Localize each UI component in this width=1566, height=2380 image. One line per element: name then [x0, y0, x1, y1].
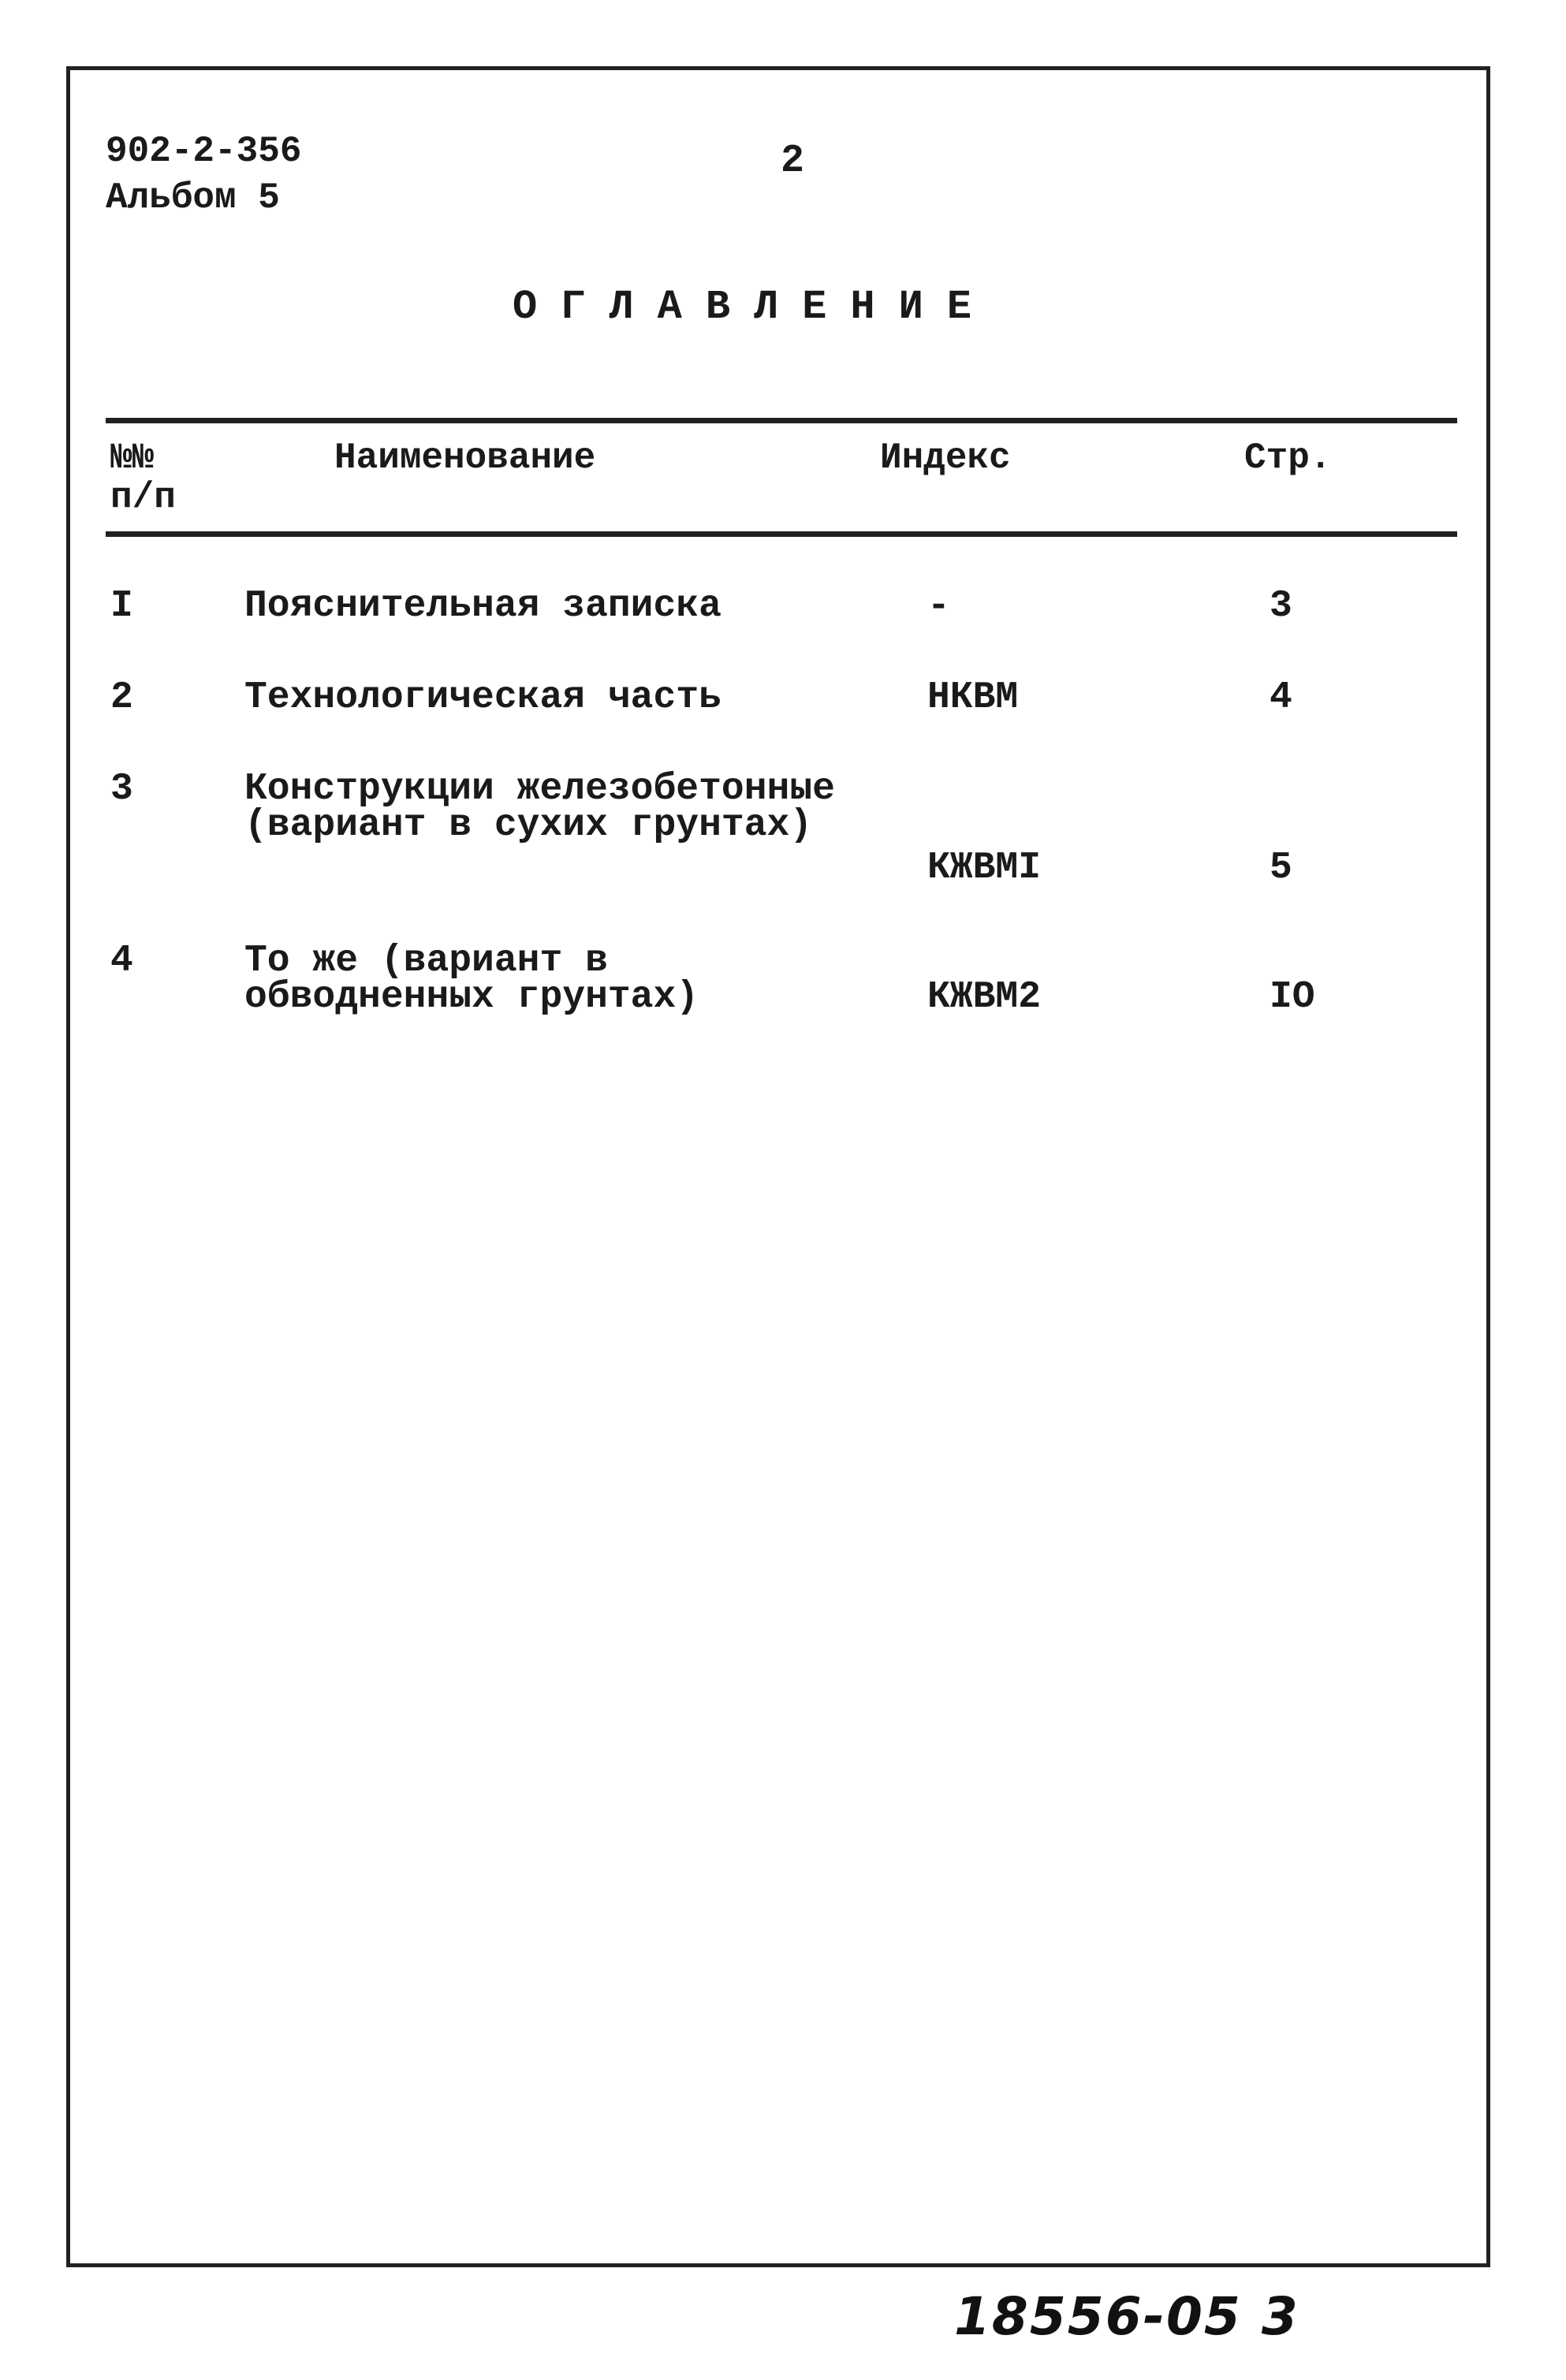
archive-stamp-number: 18556-05 3	[954, 2286, 1299, 2347]
document-code: 902-2-356	[106, 131, 302, 172]
page-frame	[66, 66, 1490, 2267]
row-page: 4	[1270, 676, 1292, 719]
row-index: КЖВМI	[927, 847, 1042, 889]
row-name: Конструкции железобетонные (вариант в сухих грунтах)	[244, 768, 835, 847]
row-number: 2	[110, 676, 133, 719]
album-label: Альбом 5	[106, 177, 280, 218]
row-page: 3	[1270, 585, 1292, 628]
row-index: -	[927, 585, 950, 628]
row-name: Технологическая часть	[244, 676, 721, 719]
page-number: 2	[781, 139, 805, 184]
row-page: 5	[1270, 847, 1292, 889]
row-name: Пояснительная записка	[244, 585, 721, 628]
column-header-page: Стр.	[1244, 438, 1332, 479]
row-page: IO	[1270, 976, 1315, 1019]
row-index: КЖВМ2	[927, 976, 1042, 1019]
column-header-number: №№ п/п	[110, 438, 176, 518]
row-index: НКВМ	[927, 676, 1019, 719]
column-header-name: Наименование	[334, 438, 596, 479]
row-number: I	[110, 585, 133, 628]
page-title: ОГЛАВЛЕНИЕ	[513, 284, 996, 330]
column-header-index: Индекс	[880, 438, 1011, 479]
table-header-rule	[106, 531, 1457, 537]
row-name: То же (вариант в обводненных грунтах)	[244, 940, 699, 1019]
row-number: 3	[110, 768, 133, 810]
row-number: 4	[110, 940, 133, 982]
table-top-rule	[106, 418, 1457, 423]
